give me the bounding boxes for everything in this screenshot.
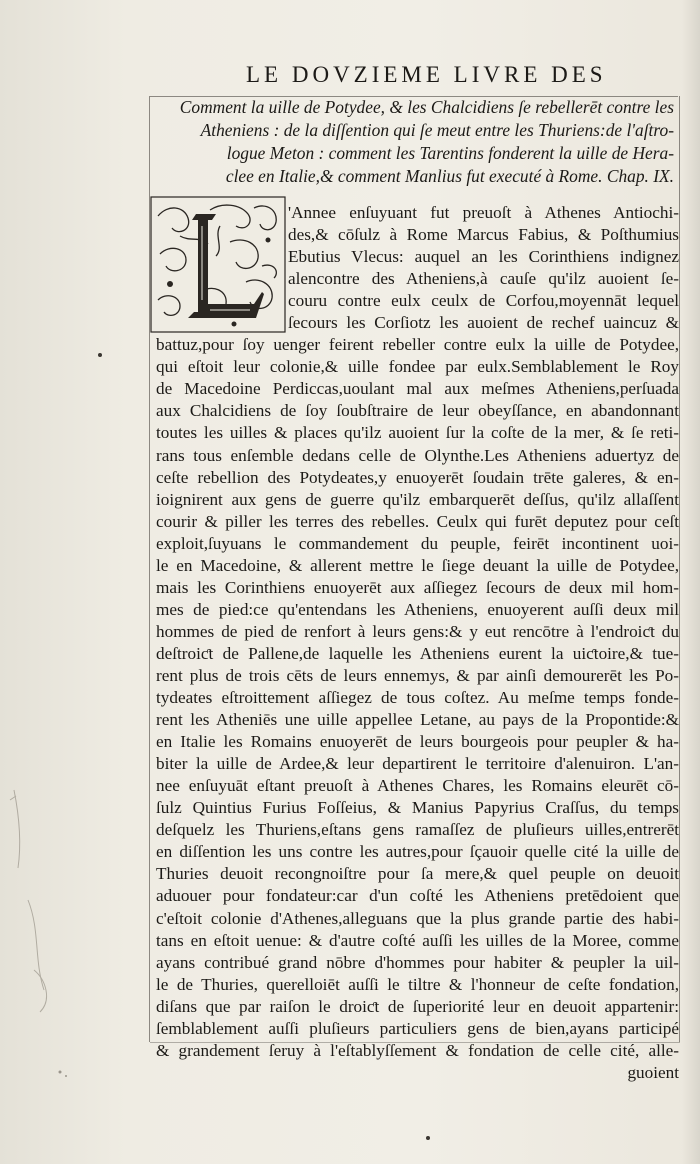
text-line: deſquelz les Thuriens,eſtans gens ramaſſez de pluſieurs uilles,entrerēt (156, 820, 679, 840)
text-line: des,& cōſulz à Rome Marcus Fabius, & Poſthumius (288, 225, 679, 245)
chapter-heading-line: logue Meton : comment les Tarentins fonderent la uille de Hera- (226, 143, 674, 163)
text-line: exploit,ſuyuans le commandement du peuple, feirēt incontinent uoi- (156, 533, 679, 553)
text-line: ceſte rebellion des Potydeates,y enuoyerēt ſoudain trēte galeres, & en- (156, 467, 679, 487)
text-line: aux Chalcidiens de ſoy ſoubſtraire de leur obeyſſance, en abandonnant (156, 401, 679, 421)
text-line: courir & piller les terres des rebelles. Ceulx qui furēt deputez pour ceſt (156, 511, 679, 531)
text-line: en diſſention les uns contre les autres,pour ſçauoir quelle cité la uille de (156, 842, 679, 862)
text-line: battuz,pour ſoy uenger feirent rebeller contre eulx la uille de Potydee, (156, 335, 679, 355)
text-line: tans en eſtoit uenue: & d'autre coſté auſſi les uilles de la Moree, comme (156, 930, 679, 950)
text-line: 'Annee enſuyuant fut preuoſt à Athenes Antiochi- (288, 203, 679, 222)
running-head: LE DOVZIEME LIVRE DES (246, 62, 607, 87)
catchword: guoient (627, 1062, 679, 1082)
text-line: Thuries deuoit recongnoiſtre pour ſa mere,& quel peuple on deuoit (156, 864, 679, 884)
text-line: nee enſuyuāt eſtant preuoſt à Athenes Chares, les Romains eleurēt cō- (156, 776, 679, 796)
text-line: hommes de pied de renfort à leurs gens:& y eut rencōtre à l'endroiƈt du (156, 621, 679, 641)
text-line: toutes les uilles & places qu'ilz auoient ſur la coſte de la mer, & ſe reti- (156, 423, 679, 443)
text-line: Ebutius Vlecus: auquel an les Corinthiens indignez (288, 247, 679, 267)
text-line: ſulz Quintius Furius Foſſeius, & Manius Papyrius Craſſus, du temps (156, 798, 679, 818)
text-line: deſtroiƈt de Pallene,de laquelle les Atheniens eurent la uiƈtoire,& tue- (156, 643, 679, 663)
chapter-heading-line: Atheniens : de la diſſention qui ſe meut entre les Thuriens:de l'aſtro- (200, 120, 674, 140)
text-line: aduouer pour fondateur:car d'un coſté les Atheniens pretēdoient que (156, 886, 679, 906)
text-line: rent plus de trois cēts de leurs ennemys, & par ainſi demourerēt les Po- (156, 665, 679, 685)
chapter-heading (152, 96, 674, 188)
text-line: ſecours les Corſiotz les auoient de rechef uaincuz & (288, 313, 679, 333)
text-line: mais les Corinthiens enuoyerēt aux aſſiegez ſecours de deux mil hom- (156, 577, 679, 597)
text-line: & grandement ſeruy à l'eſtablyſſement & fondation de celle cité, alle- (156, 1040, 679, 1060)
text-line: rent les Atheniēs une uille appellee Letane, au pays de la Propontide:& (156, 710, 679, 730)
text-line: couru contre eulx ceulx de Corfou,moyennāt lequel (288, 291, 679, 311)
text-line: le en Macedoine, & allerent mettre le ſiege deuant la uille de Potydee, (156, 555, 679, 575)
text-line: mes de pied:ce qu'entendans les Atheniens, enuoyerent auſſi deux mil (156, 599, 679, 619)
text-line: le de Thuries, querelloiēt auſſi le tiltre & l'honneur de ceſte fondation, (156, 974, 679, 994)
text-line: de Macedoine Perdiccas,uoulant mal aux meſmes Atheniens,perſuada (156, 379, 679, 399)
text-line: ayans contribué grand nōbre d'hommes pour habiter & peupler la uil- (156, 952, 679, 972)
text-line: rans tous enſemble dedans celle de Olynthe.Les Atheniens aduertyz de (156, 445, 679, 465)
text-line: diſans que par raiſon le droiƈt de ſuperiorité leur en deuoit appartenir: (156, 996, 679, 1016)
page-edge-shadow (682, 0, 700, 1164)
text-line: ioignirent aux gens de guerre qu'ilz embarquerēt deſſus, qu'ilz allaſſent (156, 489, 679, 509)
text-line: qui eſtoit leur colonie,& uille fondee par eulx.Semblablement le Roy (156, 357, 679, 377)
frame-rule-right (679, 96, 680, 1042)
chapter-heading-line: clee en Italie,& comment Manlius fut executé à Rome. Chap. IX. (225, 166, 674, 186)
text-line: alencontre des Atheniens,à cauſe qu'ilz auoient ſe- (288, 269, 679, 289)
text-line: c'eſtoit colonie d'Athenes,alleguans que la plus grande partie des habi- (156, 908, 679, 928)
text-line: biter la uille de Ardee,& leur departirent le territoire d'alenuiron. L'an- (156, 754, 679, 774)
main-text (156, 202, 679, 1084)
text-line: ſemblablement auſſi pluſieurs particuliers gens de bien,ayans participé (156, 1018, 679, 1038)
chapter-heading-line: Comment la uille de Potydee, & les Chalcidiens ſe rebellerēt contre les (179, 97, 674, 117)
text-line: en Italie les Romains enuoyerēt de leurs bourgeois pour peupler & ha- (156, 732, 679, 752)
text-line: tydeates eſtroittement aſſiegez de tous coſtez. Au meſme temps fonde- (156, 688, 679, 708)
